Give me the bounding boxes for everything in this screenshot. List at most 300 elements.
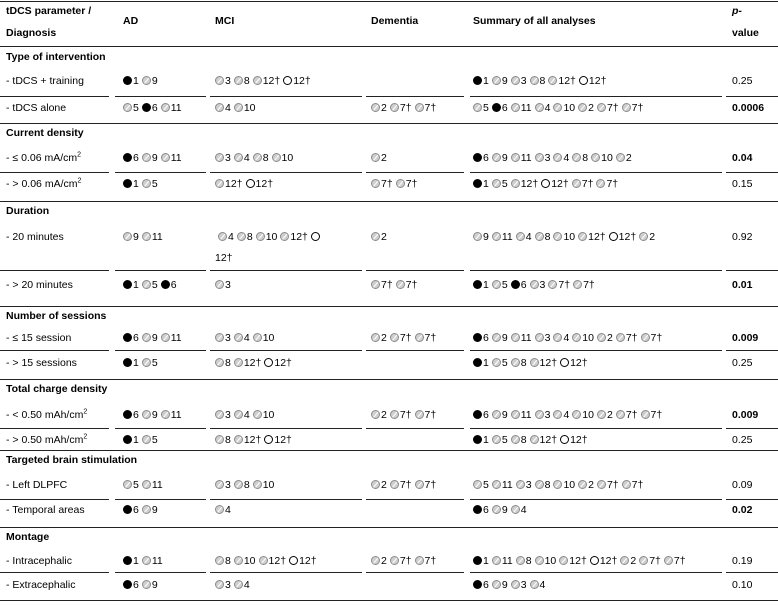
open-circle-icon xyxy=(609,232,618,241)
filled-circle-icon xyxy=(123,556,132,565)
dementia-studies xyxy=(371,409,439,421)
row-label-text: - Extracephalic xyxy=(6,579,76,591)
cell-rule xyxy=(210,572,362,573)
p-value: 0.09 xyxy=(732,479,753,491)
study-marker xyxy=(237,231,253,243)
study-number: 12† xyxy=(243,434,262,446)
study-number: 7† xyxy=(424,409,437,421)
study-number: 12† xyxy=(274,434,292,446)
study-marker xyxy=(142,504,158,516)
row-label xyxy=(6,231,64,243)
filled-circle-icon xyxy=(473,179,482,188)
study-marker xyxy=(234,479,250,491)
study-marker xyxy=(123,75,139,87)
study-marker xyxy=(371,409,387,421)
study-marker xyxy=(123,504,139,516)
study-number: 7† xyxy=(381,279,393,291)
open-circle-icon xyxy=(246,179,255,188)
hatched-circle-icon xyxy=(256,232,265,241)
cell-rule xyxy=(726,350,778,351)
study-marker xyxy=(473,279,489,291)
study-number: 7† xyxy=(649,555,661,567)
row-label-text: - ≤ 15 session xyxy=(6,332,72,344)
study-marker xyxy=(473,357,489,369)
mci-studies xyxy=(215,479,277,491)
row-label xyxy=(6,279,73,291)
hatched-circle-icon xyxy=(215,179,224,188)
study-marker xyxy=(215,555,231,567)
study-marker xyxy=(591,152,613,164)
header-summary: Summary of all analyses xyxy=(473,15,596,27)
filled-circle-icon xyxy=(473,358,482,367)
study-number: 8 xyxy=(539,75,546,87)
cell-rule xyxy=(0,96,109,97)
section-title: Duration xyxy=(6,205,50,217)
study-marker xyxy=(215,279,231,291)
study-marker xyxy=(142,75,158,87)
study-number: 1 xyxy=(133,357,139,369)
hatched-circle-icon xyxy=(492,505,501,514)
filled-circle-icon xyxy=(123,580,132,589)
hatched-circle-icon xyxy=(234,76,243,85)
hatched-circle-icon xyxy=(371,232,380,241)
hatched-circle-icon xyxy=(622,480,631,489)
open-circle-icon xyxy=(541,179,550,188)
study-number: 7† xyxy=(606,102,619,114)
study-marker xyxy=(390,555,412,567)
study-marker xyxy=(390,479,412,491)
hatched-circle-icon xyxy=(215,580,224,589)
p-value: 0.01 xyxy=(732,279,753,291)
study-number: 8 xyxy=(544,231,551,243)
study-number: 5 xyxy=(151,178,158,190)
hatched-circle-icon xyxy=(553,410,562,419)
section-rule xyxy=(0,123,778,124)
mci-studies xyxy=(215,504,234,516)
study-number: 1 xyxy=(483,75,489,87)
hatched-circle-icon xyxy=(641,410,650,419)
filled-circle-icon xyxy=(161,280,170,289)
study-marker xyxy=(142,579,158,591)
hatched-circle-icon xyxy=(492,410,501,419)
cell-rule xyxy=(366,428,464,429)
study-marker xyxy=(573,279,595,291)
hatched-circle-icon xyxy=(553,153,562,162)
study-number: 7† xyxy=(405,178,418,190)
study-marker xyxy=(553,102,575,114)
hatched-circle-icon xyxy=(492,580,501,589)
study-number: 9 xyxy=(501,579,508,591)
row-label-text: - tDCS + training xyxy=(6,75,84,87)
hatched-circle-icon xyxy=(390,556,399,565)
study-marker xyxy=(256,231,278,243)
study-number: 6 xyxy=(483,504,489,516)
study-number: 5 xyxy=(501,178,508,190)
study-number: 7† xyxy=(673,555,686,567)
row-label-text: - tDCS alone xyxy=(6,102,67,114)
hatched-circle-icon xyxy=(371,333,380,342)
dementia-studies xyxy=(371,231,390,243)
cell-rule xyxy=(470,172,722,173)
filled-circle-icon xyxy=(123,280,132,289)
study-marker xyxy=(473,231,489,243)
ad-studies xyxy=(123,409,185,421)
study-marker xyxy=(535,332,551,344)
filled-circle-icon xyxy=(473,410,482,419)
study-marker xyxy=(492,332,508,344)
dementia-studies xyxy=(371,479,439,491)
hatched-circle-icon xyxy=(622,103,631,112)
mci-studies xyxy=(215,579,253,591)
study-number: 12† xyxy=(520,178,539,190)
study-number: 2 xyxy=(381,332,387,344)
study-number: 5 xyxy=(501,279,508,291)
hatched-circle-icon xyxy=(234,556,243,565)
study-number: 12† xyxy=(268,555,287,567)
study-number: 8 xyxy=(243,75,250,87)
hatched-circle-icon xyxy=(390,410,399,419)
study-marker xyxy=(234,409,250,421)
hatched-circle-icon xyxy=(596,179,605,188)
study-number: 6 xyxy=(483,409,489,421)
study-number: 7† xyxy=(399,479,412,491)
header-mci: MCI xyxy=(215,15,235,27)
study-number: 1 xyxy=(133,178,139,190)
study-marker xyxy=(142,231,163,243)
ad-studies xyxy=(123,479,166,491)
study-marker xyxy=(530,579,546,591)
unit-exponent: 2 xyxy=(77,151,82,159)
hatched-circle-icon xyxy=(371,410,380,419)
hatched-circle-icon xyxy=(578,480,587,489)
study-marker xyxy=(492,357,508,369)
study-number: 4 xyxy=(243,579,250,591)
hatched-circle-icon xyxy=(516,480,525,489)
filled-circle-icon xyxy=(123,333,132,342)
hatched-circle-icon xyxy=(371,480,380,489)
row-label xyxy=(6,332,71,344)
study-marker xyxy=(548,75,576,87)
study-number: 9 xyxy=(483,231,489,243)
study-number: 12† xyxy=(255,178,274,190)
study-marker xyxy=(215,332,231,344)
hatched-circle-icon xyxy=(215,505,224,514)
study-number: 2 xyxy=(606,409,613,421)
study-marker xyxy=(390,102,412,114)
header-ad: AD xyxy=(123,15,139,27)
study-number: 7† xyxy=(405,279,418,291)
mci-studies xyxy=(215,555,320,567)
study-number: 12† xyxy=(299,555,317,567)
study-number: 2 xyxy=(606,332,613,344)
row-label-text: - Left DLPFC xyxy=(6,479,68,491)
filled-circle-icon xyxy=(123,76,132,85)
hatched-circle-icon xyxy=(253,153,262,162)
row-label-text: - > 0.06 mA/cm xyxy=(6,178,78,190)
study-number: 10 xyxy=(582,332,594,344)
header-value: value xyxy=(732,27,759,39)
study-number: 6 xyxy=(483,579,489,591)
study-marker xyxy=(641,409,663,421)
study-marker xyxy=(516,555,532,567)
study-marker xyxy=(616,332,638,344)
study-number: 4 xyxy=(544,102,551,114)
row-label xyxy=(6,102,66,114)
row-label xyxy=(6,178,81,190)
summary-studies xyxy=(473,579,548,591)
study-marker xyxy=(473,102,489,114)
hatched-circle-icon xyxy=(530,358,539,367)
mci-studies xyxy=(215,279,234,291)
study-marker xyxy=(234,579,250,591)
study-number: 12† xyxy=(274,357,292,369)
study-number: 6 xyxy=(483,332,489,344)
study-marker xyxy=(511,178,539,190)
study-number: 6 xyxy=(133,332,139,344)
study-marker xyxy=(142,178,158,190)
hatched-circle-icon xyxy=(215,410,224,419)
study-marker xyxy=(142,279,158,291)
study-number: 12† xyxy=(570,357,588,369)
ad-studies xyxy=(123,579,161,591)
hatched-circle-icon xyxy=(511,505,520,514)
p-value: 0.009 xyxy=(732,332,759,344)
ad-studies xyxy=(123,75,161,87)
study-marker xyxy=(597,409,613,421)
row-label xyxy=(6,579,75,591)
hatched-circle-icon xyxy=(572,333,581,342)
cell-rule xyxy=(470,572,722,573)
study-marker xyxy=(142,555,163,567)
study-number: 2 xyxy=(381,231,387,243)
hatched-circle-icon xyxy=(591,153,600,162)
study-marker xyxy=(641,332,663,344)
filled-circle-icon xyxy=(473,333,482,342)
study-marker xyxy=(473,579,489,591)
study-marker xyxy=(253,152,269,164)
study-number: 7† xyxy=(424,479,437,491)
study-marker xyxy=(123,279,139,291)
filled-circle-icon xyxy=(473,153,482,162)
study-number: 11 xyxy=(520,332,532,344)
study-marker xyxy=(215,579,231,591)
hatched-circle-icon xyxy=(272,153,281,162)
row-label xyxy=(6,152,81,164)
hatched-circle-icon xyxy=(553,333,562,342)
study-marker xyxy=(535,152,551,164)
study-number: 6 xyxy=(151,102,158,114)
summary-studies xyxy=(473,178,621,190)
hatched-circle-icon xyxy=(237,232,246,241)
study-number: 11 xyxy=(501,555,513,567)
study-marker xyxy=(161,102,182,114)
study-number: 7† xyxy=(606,178,619,190)
study-marker xyxy=(559,555,587,567)
study-number: 7† xyxy=(631,102,644,114)
hatched-circle-icon xyxy=(578,232,587,241)
study-number: 7† xyxy=(381,178,393,190)
cell-rule xyxy=(470,428,722,429)
hatched-circle-icon xyxy=(142,358,151,367)
hatched-circle-icon xyxy=(578,103,587,112)
mci-studies xyxy=(215,102,259,114)
study-number: 1 xyxy=(133,279,139,291)
study-marker xyxy=(142,479,163,491)
filled-circle-icon xyxy=(473,580,482,589)
study-marker xyxy=(473,178,489,190)
study-number: 10 xyxy=(262,332,275,344)
section-title: Montage xyxy=(6,531,50,543)
study-marker xyxy=(215,75,231,87)
hatched-circle-icon xyxy=(142,76,151,85)
study-marker xyxy=(234,332,250,344)
study-marker xyxy=(253,332,275,344)
study-marker xyxy=(123,579,139,591)
study-number: 10 xyxy=(563,479,576,491)
study-number: 7† xyxy=(399,102,412,114)
study-number: 12† xyxy=(290,231,308,243)
study-marker xyxy=(215,479,231,491)
mci-studies xyxy=(215,178,276,190)
row-label xyxy=(6,75,84,87)
study-marker xyxy=(253,479,275,491)
study-marker xyxy=(548,279,570,291)
hatched-circle-icon xyxy=(639,232,648,241)
study-number: 11 xyxy=(520,152,532,164)
study-marker xyxy=(473,555,489,567)
study-marker xyxy=(492,279,508,291)
study-marker xyxy=(541,178,569,190)
study-number: 2 xyxy=(381,555,387,567)
p-value: 0.25 xyxy=(732,75,753,87)
cell-rule xyxy=(115,572,206,573)
study-number: 11 xyxy=(501,231,513,243)
study-marker xyxy=(616,409,638,421)
hatched-circle-icon xyxy=(511,410,520,419)
study-marker xyxy=(492,479,513,491)
study-number: 8 xyxy=(520,434,527,446)
hatched-circle-icon xyxy=(511,580,520,589)
cell-rule xyxy=(115,96,206,97)
study-number: 10 xyxy=(544,555,557,567)
cell-rule xyxy=(726,428,778,429)
study-number: 10 xyxy=(281,152,294,164)
summary-studies xyxy=(473,434,591,446)
cell-rule xyxy=(726,96,778,97)
study-marker xyxy=(253,409,275,421)
study-marker xyxy=(473,434,489,446)
p-value: 0.15 xyxy=(732,178,753,190)
mci-studies-wrap: 12† xyxy=(215,252,233,264)
hatched-circle-icon xyxy=(390,480,399,489)
hatched-circle-icon xyxy=(492,280,501,289)
hatched-circle-icon xyxy=(535,232,544,241)
filled-circle-icon xyxy=(123,435,132,444)
study-marker xyxy=(535,102,551,114)
hatched-circle-icon xyxy=(415,103,424,112)
open-circle-icon xyxy=(283,76,292,85)
hatched-circle-icon xyxy=(641,333,650,342)
study-marker xyxy=(283,75,311,87)
study-number: 5 xyxy=(483,479,489,491)
study-marker xyxy=(639,231,655,243)
study-marker xyxy=(530,434,558,446)
study-number: 2 xyxy=(630,555,637,567)
study-number: 8 xyxy=(225,434,231,446)
study-number: 9 xyxy=(151,579,158,591)
hatched-circle-icon xyxy=(616,410,625,419)
mci-studies xyxy=(215,152,296,164)
hatched-circle-icon xyxy=(535,153,544,162)
hatched-circle-icon xyxy=(553,480,562,489)
hatched-circle-icon xyxy=(123,103,132,112)
filled-circle-icon xyxy=(123,505,132,514)
hatched-circle-icon xyxy=(492,179,501,188)
open-circle-icon xyxy=(289,556,298,565)
study-marker xyxy=(511,409,532,421)
mci-studies xyxy=(218,231,324,243)
hatched-circle-icon xyxy=(553,103,562,112)
ad-studies xyxy=(123,279,180,291)
study-number: 3 xyxy=(225,409,231,421)
study-number: 3 xyxy=(544,332,551,344)
study-marker xyxy=(280,231,308,243)
study-number: 9 xyxy=(501,409,508,421)
study-number: 1 xyxy=(483,178,489,190)
study-number: 9 xyxy=(151,75,158,87)
study-number: 2 xyxy=(625,152,632,164)
study-marker xyxy=(123,102,139,114)
study-marker xyxy=(511,504,527,516)
ad-studies xyxy=(123,332,185,344)
study-number: 8 xyxy=(544,479,551,491)
study-number: 5 xyxy=(133,479,139,491)
study-number: 3 xyxy=(225,75,231,87)
hatched-circle-icon xyxy=(492,358,501,367)
study-marker xyxy=(215,102,231,114)
study-marker xyxy=(215,409,231,421)
study-number: 6 xyxy=(170,279,177,291)
study-number: 11 xyxy=(170,409,182,421)
study-number: 5 xyxy=(501,357,508,369)
study-marker xyxy=(123,434,139,446)
hatched-circle-icon xyxy=(253,480,262,489)
study-number: 11 xyxy=(170,152,182,164)
study-marker xyxy=(516,231,532,243)
study-marker xyxy=(123,555,139,567)
ad-studies xyxy=(123,434,161,446)
table-bottom-rule xyxy=(0,600,778,601)
study-marker xyxy=(597,332,613,344)
study-marker xyxy=(492,504,508,516)
hatched-circle-icon xyxy=(597,103,606,112)
section-rule xyxy=(0,306,778,307)
cell-rule xyxy=(0,428,109,429)
header-parameter: tDCS parameter / xyxy=(6,5,92,17)
ad-studies xyxy=(123,357,161,369)
study-number: 8 xyxy=(520,357,527,369)
study-marker xyxy=(396,178,418,190)
study-marker xyxy=(396,279,418,291)
filled-circle-icon xyxy=(511,280,520,289)
study-marker xyxy=(473,504,489,516)
study-number: 10 xyxy=(262,409,275,421)
study-number: 3 xyxy=(520,579,527,591)
open-circle-icon xyxy=(264,358,273,367)
study-number: 9 xyxy=(501,504,508,516)
study-marker xyxy=(597,479,619,491)
filled-circle-icon xyxy=(123,410,132,419)
